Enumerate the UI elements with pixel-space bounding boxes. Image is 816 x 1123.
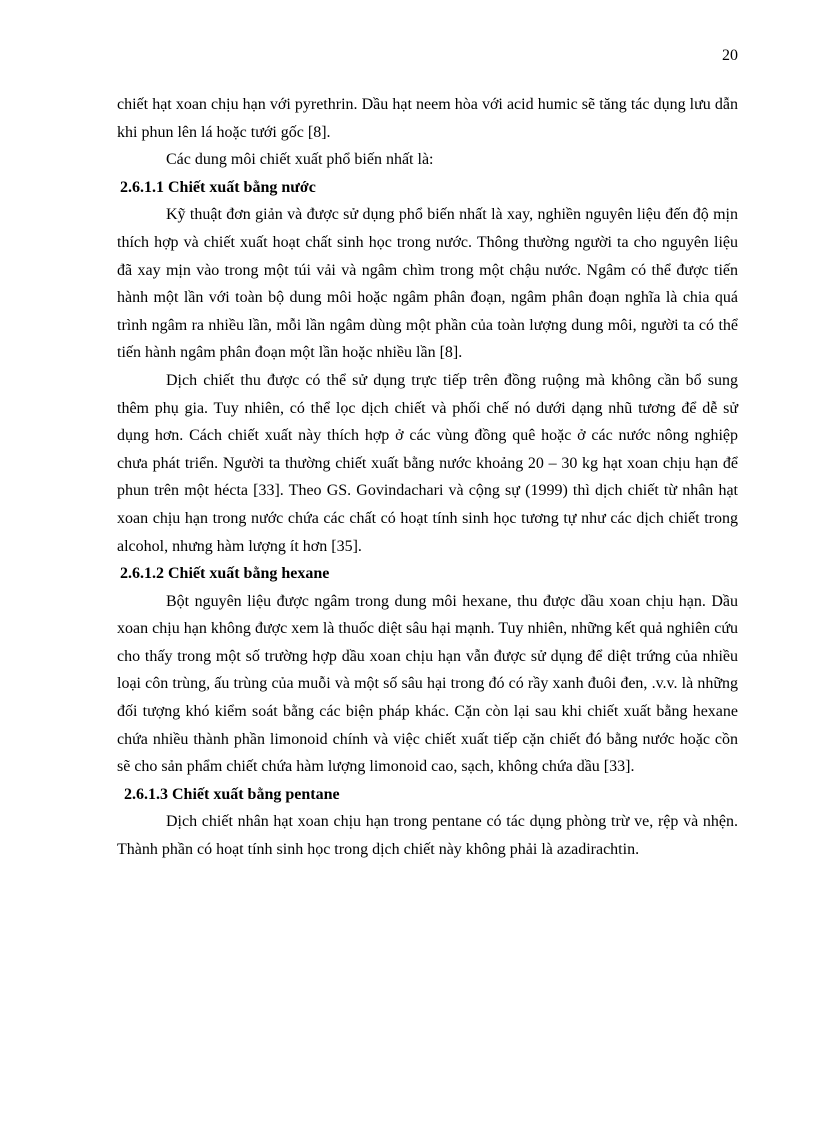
paragraph-water-technique: Kỹ thuật đơn giản và được sử dụng phổ biến nhất là xay, nghiền nguyên liệu đến độ mịn thích hợp và chiết xuất hoạt chất sinh học trong nước. Thông thường người ta cho nguyên liệu đã xay mịn vào trong một túi vải và ngâm chìm trong một chậu nước. Ngâm có thể được tiến hành một lần với toàn bộ dung môi hoặc ngâm phân đoạn, ngâm phân đoạn nghĩa là chia quá trình ngâm ra nhiều lần, mỗi lần ngâm dùng một phần của toàn lượng dung môi, người ta có thể tiến hành ngâm phân đoạn một lần hoặc nhiều lần [8]. [117,206,738,362]
document-body [117,91,738,864]
paragraph-continuation: chiết hạt xoan chịu hạn với pyrethrin. Dầu hạt neem hòa với acid humic sẽ tăng tác dụng lưu dẫn khi phun lên lá hoặc tưới gốc [8]. [117,96,738,141]
paragraph-water-usage: Dịch chiết thu được có thể sử dụng trực tiếp trên đồng ruộng mà không cần bổ sung thêm phụ gia. Tuy nhiên, có thể lọc dịch chiết và phối chế nó dưới dạng nhũ tương để dễ sử dụng hơn. Cách chiết xuất này thích hợp ở các vùng đồng quê hoặc ở các nước nông nghiệp chưa phát triển. Người ta thường chiết xuất bằng nước khoảng 20 – 30 kg hạt xoan chịu hạn để phun trên một hécta [33]. Theo GS. Govindachari và cộng sự (1999) thì dịch chiết từ nhân hạt xoan chịu hạn trong nước chứa các chất có hoạt tính sinh học tương tự như các dịch chiết trong alcohol, nhưng hàm lượng ít hơn [35]. [117,371,738,555]
paragraph-solvents-intro: Các dung môi chiết xuất phổ biến nhất là: [166,151,434,169]
heading-pentane-extraction: 2.6.1.3 Chiết xuất bằng pentane [124,785,340,803]
heading-hexane-extraction: 2.6.1.2 Chiết xuất bằng hexane [120,565,330,583]
heading-water-extraction: 2.6.1.1 Chiết xuất bằng nước [120,178,316,196]
page-number: 20 [722,47,738,64]
paragraph-pentane: Dịch chiết nhân hạt xoan chịu hạn trong pentane có tác dụng phòng trừ ve, rệp và nhện. Thành phần có hoạt tính sinh học trong dịch chiết này không phải là azadirachtin. [117,813,738,859]
paragraph-hexane: Bột nguyên liệu được ngâm trong dung môi hexane, thu được dầu xoan chịu hạn. Dầu xoan chịu hạn không được xem là thuốc diệt sâu hại mạnh. Tuy nhiên, những kết quả nghiên cứu cho thấy trong một số trường hợp dầu xoan chịu hạn vẫn được sử dụng để diệt trứng của nhiều loại côn trùng, ấu trùng của muỗi và một số sâu hại trong đó có rầy xanh đuôi đen, .v.v. là những đối tượng khó kiểm soát bằng các biện pháp khác. Cặn còn lại sau khi chiết xuất bằng hexane chứa nhiều thành phần limonoid chính và việc chiết xuất tiếp cặn chiết đó bằng nước hoặc cồn sẽ cho sản phẩm chiết chứa hàm lượng limonoid cao, sạch, không chứa dầu [33]. [117,592,738,776]
